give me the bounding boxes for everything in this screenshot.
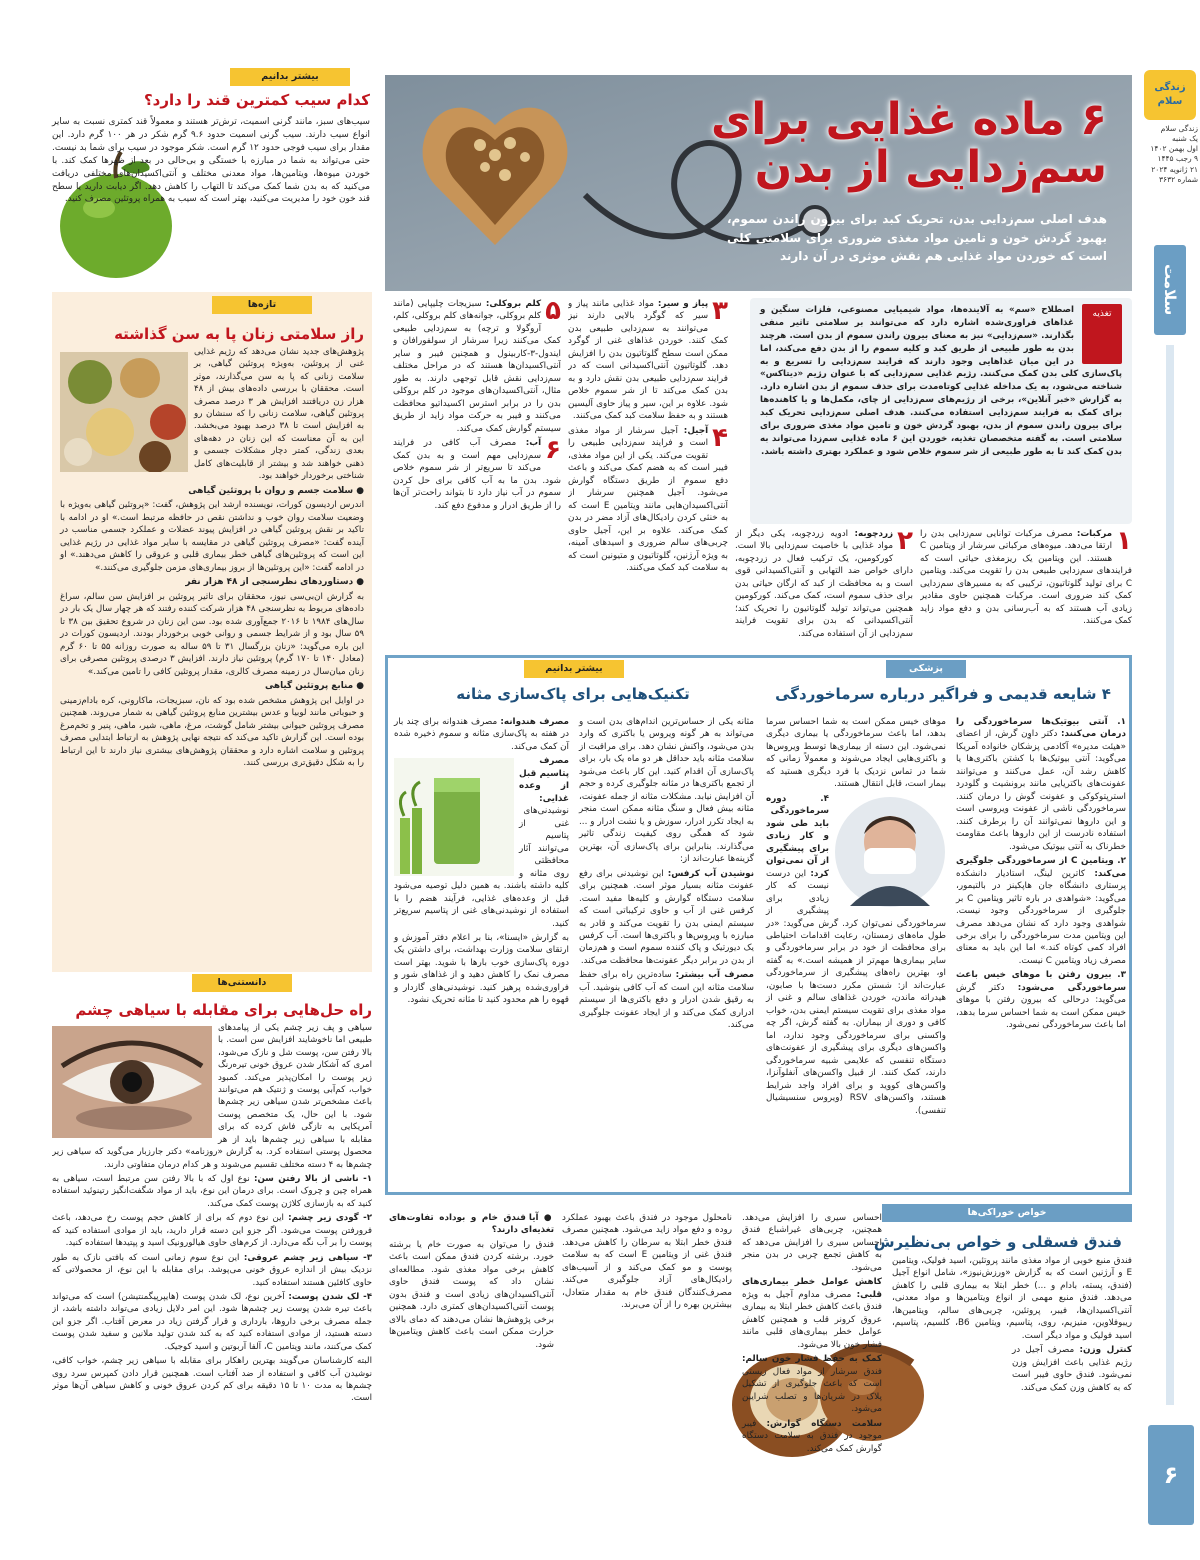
bladder-outro: به گزارش «ایسنا»، بنا بر اعلام دفتر آموزش و ارتقای سلامت وزارت بهداشت، برای داشتن یک دوره پاک‌سازی خوب بارها با شوید. بهتر است مصرف نمک را کاهش دهید و از غذاهای شور و فراوری‌شده پرهیز کنید. نوشیدنی‌های گازدار و قهوه را هم محدود کنید تا مثانه تحریک نشود.: [394, 932, 569, 1006]
lead-item-4: ۴ آجیل: آجیل سرشار از مواد مغذی است و فرایند سم‌زدایی طبیعی را تقویت می‌کند. یکی از این مواد مغذی، فیبر است که به هضم کمک می‌کند و باعث دفع سموم از طریق دستگاه گوارش می‌شود. آجیل همچنین سرشار از آنتی‌اکسیدان‌هایی مانند ویتامین E است که به خنثی کردن رادیکال‌های آزاد مضر در بدن کمک می‌کند. علاوه بر این، آجیل حاوی چربی‌های سالم ضروری و اسیدهای آمینه، به ویژه آرژنین، گلوتاتیون و متیونین است که به سلامت کبد کمک می‌کنند.: [568, 422, 728, 574]
lead-col-2: [735, 528, 913, 646]
eye-section: [52, 972, 372, 1510]
lead-item-5: ۵ کلم بروکلی: سبزیجات چلیپایی (مانند کلم بروکلی، جوانه‌های کلم بروکلی، کلم، آروگولا و ترچه) به سم‌زدایی طبیعی کمک می‌کنند زیرا سرشار از سولفورافان و ایندول-۳-کاربینول و همچنین فیبر و سایر آنتی‌اکسیدان‌ها هستند که در مراحل مختلف سم‌زدایی نقش قابل توجهی دارند. به طور مثال، آنتی‌اکسیدان‌های موجود در کلم بروکلی بدن را در برابر استرس اکسیداتیو محافظت می‌کنند و فیبر به حرکت مواد زاید از طریق سیستم گوارش کمک می‌کند.: [393, 298, 561, 434]
lead-box-text: اصطلاح «سم» به آلاینده‌ها، مواد شیمیایی مصنوعی، فلزات سنگین و غذاهای فراوری‌شده اشاره دارد که می‌توانند بر سلامتی تاثیر منفی بگذارند. «سم‌زدایی» نیز به معنای بیرون راندن سموم از بدن است. هرچند بدن به طور طبیعی از طریق کبد و کلیه سموم را از بدن دفع می‌کند، اما در این میان غذاهایی وجود دارند که فرایند سم‌زدایی را تسریع و به پاک‌سازی کلی بدن کمک می‌کنند. رژیم غذایی سم‌زدایی که با عنوان رژیم «دیتاکس» شناخته می‌شود، به یک مداخله غذایی کوتاه‌مدت برای حذف سموم از بدن اشاره دارد. به گزارش «خبر آنلاین»، برخی از رژیم‌های سم‌زدایی از چای، مکمل‌ها و یا کاهنده‌ها برای کمک به فرایند سم‌زدایی استفاده می‌کنند. هدف اصلی سم‌زدایی تحریک کبد برای بیرون راندن سموم از بدن، بهبود گردش خون و تامین مواد مغذی ضروری برای سلامتی است. به گفته متخصصان تغذیه، خوردن این ۶ ماده غذایی سم‌زدا می‌تواند به بدن کمک کند تا به طور طبیعی از شر سموم خلاص شود و عملکرد بهتری داشته باشد.: [760, 305, 1123, 457]
lead-title-line-1: ۶ ماده غذایی برای: [710, 94, 1107, 145]
bladder-item-2: مصرف آب بیشتر: ساده‌ترین راه برای حفظ سلامت مثانه این است که آب کافی بنوشید. آب به رقیق شدن ادرار و دفع باکتری‌ها از سیستم ادراری کمک می‌کند و از ایجاد عفونت جلوگیری می‌کند.: [579, 970, 754, 1031]
lead-intro: هدف اصلی سم‌زدایی بدن، تحریک کبد برای بیرون راندن سموم، بهبود گردش خون و تامین مواد مغذی ضروری برای سلامتی کلی است که خوردن مواد غذایی هم نقش موثری در آن دارند: [727, 212, 1107, 264]
plant-tag: تازه‌ها: [212, 296, 312, 314]
lead-col-3: [568, 298, 728, 646]
flu-tag: پزشکی: [886, 660, 966, 678]
nutrition-badge: تغذیه: [1082, 304, 1122, 364]
bladder-item-3: مصرف هندوانه: مصرف هندوانه برای چند بار در هفته به پاک‌سازی مثانه و سموم ذخیره شده آن کمک می‌کند.: [394, 716, 570, 752]
lead-col-1: [920, 528, 1132, 646]
hazelnut-col-3: [562, 1212, 732, 1314]
apple-title: کدام سیب کمترین قند را دارد؟: [143, 91, 370, 109]
plant-sub-3: ● منابع پروتئین گیاهی: [264, 681, 364, 692]
plant-p2: به گزارش ان‌بی‌سی نیوز، محققان برای تاثیر پروتئین بر افزایش سن سالم، سراغ داده‌های مربوط به نظرسنجی ۴۸ هزار شرکت کننده رفتند که هر چهار سال یک بار در سال‌های ۱۹۸۴ تا ۲۰۱۶ جمع‌آوری شده بود. سن این زنان در شروع تحقیق بین ۳۸ تا ۵۹ سال بود و از شرایط جسمی و روانی خوبی برخوردار بودند. اردیسون کورات در این باره می‌گوید: «زنان بزرگسال ۳۱ تا ۵۹ ساله به صورت روزانه ۵۵ تا ۶۰ گرم (معادل ۱۴۰ تا ۱۷۰ گرم) پروتئین نیاز دارند. افزایش ۳ درصدی پروتئین مصرفی برای زنان میان‌سال در زمینه مصرف کالری، مقدار پروتئین کافی را تامین می‌کند.»: [60, 592, 365, 677]
page-number: ۶: [1163, 1460, 1179, 1489]
bullet-icon: ●: [353, 681, 364, 692]
eye-item-4: ۴- لک شدن پوست: آخرین نوع، لک شدن پوست (هایپرپیگمنتیشن) است که می‌تواند باعث تیره شدن پوست زیر چشم‌ها شود. این امر دلایل زیادی می‌تواند داشته باشد، از جمله مصرف برخی داروها، بارداری و قرار گرفتن زیاد در معرض آفتاب. اگر جزو این دسته هستید، از موادی استفاده کنید که به کند شدن تولید ملانین و سفید شدن پوست کمک می‌کنند، مانند ویتامین C، آلفا آربوتین و اسید کوجیک.: [52, 1291, 372, 1352]
bladder-col-right: [579, 716, 754, 1034]
issue-info: [1140, 120, 1200, 185]
eye-tag: دانستنی‌ها: [192, 974, 292, 992]
hazelnut-p7: فندق را می‌توان به صورت خام یا برشته خورد. برشته کردن فندق ممکن است باعث کاهش برخی مواد مغذی شود. مطالعه‌ای نشان داد که پوست فندق حاوی آنتی‌اکسیدان‌های زیادی است و فندق بدون پوست آنتی‌اکسیدان‌های کمتری دارد. همچنین برخی پژوهش‌ها نشان می‌دهند که دمای بالای حرارت ممکن است باعث کاهش ویتامین‌ها شود.: [389, 1239, 554, 1350]
flu-item-3: ۳. بیرون رفتن با موهای خیس باعث سرماخوردگی می‌شود: دکتر گرش می‌گوید: درحالی که بیرون رفتن با موهای خیس ممکن است به شما احساس سرما بدهد، اما باعث سرماخوردگی نمی‌شود.: [956, 970, 1126, 1031]
hazelnut-p8: نامحلول موجود در فندق باعث بهبود عملکرد روده و دفع مواد زاید می‌شود. همچنین مصرف فندق خطر ابتلا به سرطان را کاهش می‌دهد. فندق غنی از ویتامین E است که به سلامت پوست و مو کمک می‌کند و از آسیب‌های رادیکال‌های آزاد جلوگیری می‌کند. مصرف‌کنندگان فندق خام به مقدار متعادل، بیشترین بهره را از آن می‌برند.: [562, 1213, 732, 1311]
bladder-columns: [392, 716, 754, 1034]
bullet-icon: ●: [353, 485, 364, 496]
lead-title-line-2: سم‌زدایی از بدن: [754, 142, 1107, 194]
hazelnut-tag: خواص خوراکی‌ها: [882, 1204, 1132, 1222]
issue-line-3: اول بهمن ۱۴۰۲: [1150, 144, 1198, 154]
eye-item-3: ۳- سیاهی زیر چشم عروقی: این نوع سوم زمانی است که بافتی نازک به طور نزدیک بیش از اندازه عروق خونی می‌پوشد. برای مقابله با این نوع، از محصولاتی که حاوی کافئین هستند استفاده کنید.: [52, 1252, 372, 1288]
eye-item-2: ۲- گودی زیر چشم: این نوع دوم که برای از کاهش حجم پوست رخ می‌دهد، باعث فرورفتن پوست می‌شود. اگر جزو این دسته قرار دارید، باید از موادی استفاده کنید که پوست را بر آب نگه می‌دارد. از کرم‌های حاوی هیالورونیک اسید و پپتیدها استفاده کنید.: [52, 1213, 372, 1249]
section-tab: سلامت: [1154, 245, 1186, 335]
flu-col-left: [766, 716, 946, 1120]
bladder-section: [392, 660, 754, 1190]
sneezing-man-image: [834, 796, 946, 908]
plant-p3: در اوایل این پژوهش مشخص شده بود که نان، سبزیجات، ماکارونی، کره بادام‌زمینی و حبوباتی مانند لوبیا و عدس بیشترین منابع پروتئین گیاهی به شمار می‌روند. همچنین مصرف پروتئین حیوانی بیشتر شامل گوشت، مرغ، ماهی، شیر، ماهی، پنیر و تخم‌مرغ بوده است. این گزارش تاکید می‌کند که نتیجه نهایی پژوهش به ارتباط ابتدایی مصرف پروتئین و سلامت اشاره دارد و محققان پژوهش‌های بیشتری نیاز دارند تا این ارتباط را به شکل دقیق‌تری بررسی کنند.: [60, 695, 364, 769]
eye-intro: سیاهی و پف زیر چشم یکی از پیامدهای طبیعی اما ناخوشایند افزایش سن است. با بالا رفتن سن، پوست شل و نازک می‌شود، امری که آشکار شدن عروق خونی تیره‌رنگ زیر پوست را امکان‌پذیر می‌کند. کمبود خواب، کم‌آبی پوست و ژنتیک هم می‌توانند باعث مشخص‌تر شدن سیاهی زیر چشم‌ها شود. با این حال، یک متخصص پوست آمریکایی به تازگی فاش کرده که برای مقابله با سیاهی زیر چشم‌ها باید از هر محصول پوستی استفاده کرد. به گزارش «روزنامه» دکتر جارزبار می‌گوید که سیاهی زیر چشم‌ها به ۴ دسته مختلف تقسیم می‌شوند و هر کدام درمان متفاوتی دارند.: [52, 1022, 372, 1170]
right-rule: [1166, 345, 1174, 1405]
logo: زندگی سلام: [1144, 70, 1196, 120]
lead-item-1: ۱ مرکبات: مصرف مرکبات توانایی سم‌زدایی بدن را ارتقا می‌دهد. میوه‌های مرکباتی سرشار از ویتامین C هستند. این ویتامین یک ریزمغذی حیاتی است که فرایندهای سم‌زدایی طبیعی بدن را تقویت می‌کند. ویتامین C برای تولید گلوتاتیون، ترکیبی که به مسیرهای سم‌زدایی کمک کند ضروری است. مرکبات همچنین حاوی مقادیر زیادی آب هستند که به آب‌رسانی بدن و دفع مواد زاید کمک می‌کنند.: [920, 528, 1132, 627]
plant-section: [52, 292, 372, 972]
hazelnut-p5: کنترل وزن: مصرف آجیل در رژیم غذایی باعث افزایش وزن نمی‌شود. فندق حاوی فیبر است که به کاهش وزن کمک می‌کند.: [1012, 1345, 1132, 1393]
lead-hero: [385, 75, 1132, 291]
bladder-intro: مثانه یکی از حساس‌ترین اندام‌های بدن است و می‌تواند به هر گونه ویروس یا باکتری که وارد بدن می‌شود، واکنش نشان دهد. برای مراقبت از سلامت مثانه باید حداقل هر دو ماه یک بار، برای پاک‌سازی آن اقدام کنید. این کار باعث می‌شود از تجمع باکتری‌ها در مثانه جلوگیری کرده و حجم آن افزایش نیابد. مشکلات مثانه از جمله عفونت، مثانه بیش فعال و سنگ مثانه ممکن است منجر به ایجاد تکرر ادرار، سوزش و یا نشت ادرار و ... شود که همگی روی کیفیت زندگی تاثیر می‌گذارند. بنابراین برای پاک‌سازی آن، بهترین گزینه‌ها عبارت‌اند از:: [579, 716, 754, 865]
eye-image: [52, 1026, 212, 1138]
hazelnut-p4: کمک به حفظ فشار خون سالم: فندق سرشار از مواد فعال زیستی است که باعث جلوگیری از تشکیل پلاک در شریان‌ها و تصلب شرایین می‌شود.: [742, 1354, 882, 1415]
flu-columns: [760, 716, 1126, 1120]
plant-sub-1: ● سلامت جسم و روان با پروتئین گیاهی: [188, 485, 364, 496]
issue-line-1: زندگی سلام: [1160, 124, 1198, 133]
issue-line-6: شماره ۳۶۳۲: [1159, 174, 1198, 184]
flu-intro: موهای خیس ممکن است به شما احساس سرما بدهد، اما باعث سرماخوردگی یا بیماری دیگری نمی‌شود. این دسته از بیماری‌ها توسط ویروس‌ها و باکتری‌هایی ایجاد می‌شوند و معمولاً زمانی که شما در تماس نزدیک با فرد دیگری هستید که بیمار است، قابل انتقال هستند.: [766, 716, 946, 790]
page-number-box: [1148, 1425, 1194, 1525]
bullet-icon: ●: [538, 1213, 554, 1223]
legumes-image: [60, 352, 188, 472]
flu-col-right: [956, 716, 1126, 1120]
hazelnut-p3: کاهش عوامل خطر بیماری‌های قلبی: مصرف مداوم آجیل به ویژه فندق باعث کاهش خطر ابتلا به بیماری عروق کرونر قلب و همچنین کاهش عوامل خطر بیماری‌های قلبی مانند فشار خون بالا می‌شود.: [742, 1277, 882, 1350]
eye-title: راه حل‌هایی برای مقابله با سیاهی چشم: [75, 1001, 372, 1019]
hazelnut-title: فندق فسقلی و خواص بی‌نظیرش: [873, 1233, 1122, 1251]
hazelnut-col-4: [389, 1212, 554, 1353]
issue-line-5: ۲۱ ژانویه ۲۰۲۴: [1151, 164, 1198, 174]
eye-item-1: ۱- ناشی از بالا رفتن سن: نوع اول که با بالا رفتن سن مرتبط است، سیاهی به همراه چین و چروک است. برای درمان این نوع، باید از مواد شگفت‌انگیز رتینوئید استفاده کنید که به بازسازی کلاژن پوست کمک می‌کند.: [52, 1174, 372, 1209]
hazelnut-q: ● آیا فندق خام و بوداده تفاوت‌های تغذیه‌ای دارند؟: [389, 1213, 554, 1236]
plant-p0: پژوهش‌های جدید نشان می‌دهد که رژیم غذایی غنی از پروتئین، به‌ویژه پروتئین گیاهی، بر سلامت زنانی که پا به سن می‌گذارند، موثر است. محققان با بررسی داده‌های بیش از ۴۸ هزار زن دریافتند افزایش هر ۳ درصد مصرف پروتئین گیاهی، سلامت زنانی را که سنشان رو به افزایش است تا ۳۸ درصد بهبود می‌بخشد. این به آن معناست که این زنان در دهه‌های بعدی زندگی، کمتر دچار مشکلات جسمی و ذهنی خواهند شد و بیشتر از قابلیت‌های کامل شناختی برخوردار خواهند بود.: [194, 346, 365, 482]
hazelnut-col-2: [742, 1212, 882, 1457]
flu-section: [760, 660, 1126, 1190]
hazelnut-p6: سلامت دستگاه گوارش: فیبر موجود در فندق به سلامت دستگاه گوارش کمک می‌کند.: [742, 1418, 883, 1454]
apple-section: [52, 68, 370, 293]
apple-text: سیب‌های سبز، مانند گرنی اسمیت، ترش‌تر هستند و معمولاً قند کمتری نسبت به سایر انواع سیب دارند. سیب گرنی اسمیت حدود ۹.۶ گرم شکر در هر ۱۰۰ گرم دارد. این مقدار برای سیب فوجی حدود ۱۲ گرم است. شکر موجود در سیب برای شما بد نیست. حتی می‌تواند به شما در مبارزه با خستگی و بی‌حالی در بعد از ظهرها کمک کند. با خوردن میوه‌ها، ویتامین‌ها، مواد معدنی مختلف و آنتی‌اکسیدان‌های مختلفی دریافت می‌کنید که به بدن شما کمک می‌کند تا التهاب را کاهش دهد. اگر دیابت دارید یا سطح قند خون خود را مدیریت می‌کنید، بهتر است که سیب به همراه پروتئین مصرف کنید.: [52, 117, 371, 205]
hazelnut-section: [385, 1200, 1132, 1460]
apple-tag: بیشتر بدانیم: [230, 68, 350, 86]
bladder-item-1: نوشیدن آب کرفس: این نوشیدنی برای رفع عفونت مثانه بسیار موثر است. همچنین برای سلامت دستگاه گوارش و کلیه‌ها مفید است. کرفس غنی از آب و حاوی ترکیباتی است که سیستم ایمنی بدن را تقویت می‌کند و قادر به مبارزه با ویروس‌ها و باکتری‌ها است. آب کرفس یک دیورتیک و پاک کننده سموم است و هم‌زمان از بدن در برابر دیگر عفونت‌ها محافظت می‌کند.: [579, 868, 754, 966]
flu-title: ۴ شایعه قدیمی و فراگیر درباره سرماخوردگی: [775, 685, 1111, 703]
flu-item-1: ۱. آنتی بیوتیک‌ها سرماخوردگی را درمان می‌کنند: دکتر داوِن گرش، از اعضای «هیئت مدیره» آکادمی پزشکان خانواده آمریکا می‌گوید: آنتی بیوتیک‌ها با کشتن باکتری‌ها یا کاهش رشد آن، عمل می‌کنند و می‌توانند عفونت‌های باکتریایی مانند برونشیت و گلودرد استرپتوکوکی و عفونت گوش را درمان کنند. سرماخوردگی ناشی از عفونت ویروسی است و این داروها نمی‌توانند آن را برطرف کنند. استفاده نادرست از این داروها باعث مقاومت خطرناک به آنتی بیوتیک می‌شود.: [956, 716, 1126, 852]
masthead: [1140, 70, 1200, 1560]
lead-item-6: ۶ آب: مصرف آب کافی در فرایند سم‌زدایی مهم است و به بدن کمک می‌کند تا سریع‌تر از شر سموم خلاص شود. بدن ما به آب کافی برای حل کردن سموم در آب نیاز دارد تا بتواند راحت‌تر آن‌ها را از طریق ادرار و مدفوع دفع کند.: [393, 435, 561, 511]
issue-line-4: ۹ رجب ۱۴۴۵: [1157, 154, 1198, 164]
lead-box: [750, 298, 1132, 524]
bladder-tag: بیشتر بدانیم: [524, 660, 624, 678]
celery-juice-image: [394, 758, 514, 876]
bullet-icon: ●: [353, 577, 364, 588]
issue-line-2: یک شنبه: [1171, 134, 1198, 144]
bladder-item-4: مصرف پتاسیم قبل از وعده غذایی: نوشیدنی‌های غنی از پتاسیم می‌توانند آثار محافظتی روی مثانه و کلیه داشته باشند. به همین دلیل توصیه می‌شود قبل از وعده‌های غذایی، فرآیند هضم را با استفاده از نوشیدنی‌های غنی از پتاسیم سریع‌تر کنید.: [394, 756, 569, 929]
flu-item-2: ۲. ویتامین C از سرماخوردگی جلوگیری می‌کند: کاترین لینگ، استادیار دانشکده پرستاری دانشگاه جان هاپکینز در بالتیمور، می‌گوید: «شواهدی در باره تاثیر ویتامین C بر جلوگیری از سرماخوردگی وجود نیست. شواهدی وجود دارد که نشان می‌دهد مصرف این ویتامین مدت سرماخوردگی را برای برخی افراد کمی کوتاه کند.» اما این باید به معنای مصرف زیاد ویتامین C نیست.: [956, 856, 1126, 966]
eye-outro: البته کارشناسان می‌گویند بهترین راهکار برای مقابله با سیاهی زیر چشم، خواب کافی، نوشیدن آب کافی و استفاده از ضد آفتاب است. همچنین قرار دادن کمپرس سرد روی چشم‌ها به مدت ۱۰ تا ۱۵ دقیقه برای کم کردن عروق خونی و کاهش سیاهی آن‌ها موثر است.: [52, 1356, 372, 1404]
lead-col-4: [393, 298, 561, 646]
plant-title: راز سلامتی زنان پا به سن گذاشته: [114, 325, 364, 343]
plant-p1: اندرس اردیسون کورات، نویسنده ارشد این پژوهش، گفت: «پروتئین گیاهی به‌ویژه با وضعیت سلامت روان خوب و نداشتن نقص در حافظه مرتبط است.» او در ادامه با تاکید بر نقش پروتئین گیاهی در افزایش پیوند عضلات و عملکرد جسمی مناسب در آینده گفت: «مصرف پروتئین گیاهی در مقایسه با سایر مواد غذایی در رژیم غذایی این است که پروتئین‌های گیاهی خطر بیماری قلبی و عروقی را کاهش می‌دهند.» او در ادامه گفت: «این پروتئین‌ها از بروز بیماری‌های مزمن جلوگیری می‌کنند.»: [60, 500, 364, 573]
hazelnut-p1: فندق منبع خوبی از مواد مغذی مانند پروتئین، اسید فولیک، ویتامین E و آرژنین است که به گزارش «ورزش‌نیوز»، شامل انواع آجیل (فندق، پسته، بادام و ...) خطر ابتلا به بیماری قلبی را کاهش می‌دهد. فندق منبع مهمی از انواع ویتامین‌ها و مواد معدنی، آنتی‌اکسیدان‌ها، فیبر، پروتئین، چربی‌های سالم، ویتامین‌ها، ریبوفلاوین، منیزیم، روی، پتاسیم، ویتامین B6، کلسیم، پتاسیم، اسید فولیک و مواد دیگر است.: [892, 1256, 1132, 1341]
lead-item-3: ۳ پیاز و سیر: مواد غذایی مانند پیاز و سیر که گوگرد بالایی دارند نیز می‌توانند به سم‌زدایی طبیعی بدن کمک کنند. خوردن غذاهای غنی از گوگرد ممکن است سطح گلوتاتیون بدن را افزایش دهد. گلوتاتیون آنتی‌اکسیدانی است که در فرایند سم‌زدایی طبیعی بدن نقش دارد و به بدن کمک می‌کند تا از شر سموم خلاص شود. علاوه بر این، سیر و پیاز حاوی آلیسین هستند و به حفظ سلامت کبد کمک می‌کنند.: [568, 298, 728, 422]
lead-item-2: ۲ زردچوبه: ادویه زردچوبه، یکی دیگر از مواد غذایی با خاصیت سم‌زدایی بالا است. کورکومین، یک ترکیب فعال در زردچوبه، دارای خواص ضد التهابی و آنتی‌اکسیدانی قوی است و به محافظت از کبد که ارگان حیاتی بدن برای حذف سموم است، کمک می‌کند. کورکومین همچنین می‌تواند تولید گلوتاتیون را تحریک کند؛ آنتی‌اکسیدانی که بدن برای تقویت فرایند سم‌زدایی از آن استفاده می‌کند.: [735, 528, 913, 639]
plant-sub-2: ● دستاوردهای نظرسنجی از ۴۸ هزار نفر: [185, 577, 364, 588]
lead-title: [710, 94, 1107, 194]
bladder-col-left: [394, 716, 569, 1034]
hazelnut-p2: احساس سیری را افزایش می‌دهد. همچنین، چربی‌های غیراشباع فندق احساس سیری را افزایش می‌دهد که به کاهش تجمع چربی در بدن منجر می‌شود.: [742, 1213, 882, 1273]
bladder-title: تکنیک‌هایی برای پاک‌سازی مثانه: [456, 685, 690, 703]
flu-item-4: ۴. دوره سرماخوردگی باید طی شود و کار زیادی برای پیشگیری از آن نمی‌توان کرد: این درست نیست که کار زیادی برای پیشگیری از سرماخوردگی نمی‌توان کرد. گرش می‌گوید: «در طول ماه‌های زمستان، رعایت اقدامات احتیاطی برای محافظت از خود در برابر سرماخوردگی و سایر بیماری‌ها مهم‌تر از همیشه است.» به گفته او، بهترین راه‌های پیشگیری از سرماخوردگی عبارت‌اند از: شستن مکرر دست‌ها با صابون، هیدراته ماندن، خوردن غذاهای سالم و غنی از مواد مغذی برای تقویت سیستم ایمنی بدن، خواب کافی و دوری از بیماران. به گفته گرش، اگر چه واکسنی برای سرماخوردگی وجود ندارد، اما واکسن‌های دیگری برای پیشگیری از عفونت‌های دستگاه تنفسی که علایمی شبیه سرماخوردگی دارند، کمک کنند. از قبیل واکسن‌های آنفلوآنزا، واکسن‌های کووید و برای افراد واجد شرایط هستند، واکسن‌های RSV (ویروس سنسیشیال تنفسی).: [766, 793, 946, 1116]
